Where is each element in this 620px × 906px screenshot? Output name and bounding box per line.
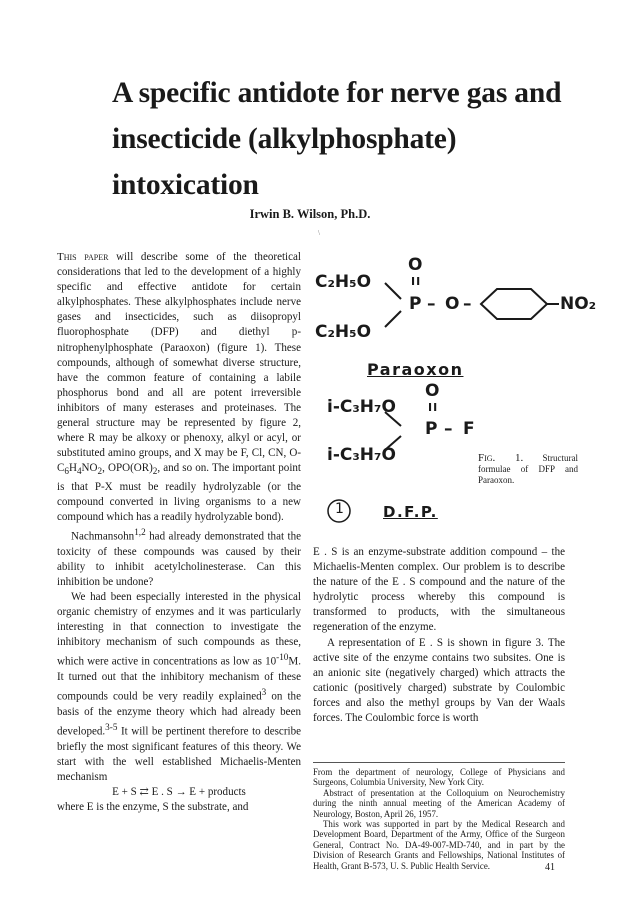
right-paragraph-2: A representation of E . S is shown in figure 3. The active site of the enzyme contains two subsites. One is an anionic site (negatively charged) which attracts the cationic (positively charged) substrate by Coulombic forces and also the methyl groups by Van der Waals forces. The Coulombic force is worth [313, 636, 565, 725]
subscript: 6 [64, 466, 69, 477]
right-paragraph-1: E . S is an enzyme-substrate addition compound – the Michaelis-Menten complex. Our problem is to describe the nature of the E . S compound and the nature of the hydrolytic process whereby this compound is transformed to products, with the simultaneous regeneration of the enzyme. [313, 546, 565, 634]
right-column [313, 545, 565, 726]
paraoxon-ethoxy-bottom: C₂H₅O [315, 322, 372, 342]
left-paragraph-2 [57, 525, 301, 590]
article-title [112, 70, 592, 208]
text-run: will describe some of the theoretical considerations that led to the development of a highly specific and effective antidote for certain alkylphosphates. These alkylphosphates include nerve gases and insecticides, such as diisopropyl fluorophosphate (DFP) and diethyl p-nitrophenylphosphate (Paraoxon) (figure 1). These compounds, although of somewhat diverse structure, have the common feature of containing a labile phosphorus bond and all are potent irreversible inhibitors of many esterases and proteinases. The general structure may be represented by figure 2, where R may be alkoxy or phenoxy, alkyl or acyl, or substituted amino groups, and X may be F, Cl, CN, O-C [57, 251, 301, 475]
author-byline: Irwin B. Wilson, Ph.D. [249, 207, 371, 221]
text-run: Nachmansohn [71, 530, 135, 543]
paraoxon-o-top: O [408, 255, 423, 275]
dfp-o-top: O [425, 381, 440, 401]
reference-superscript: 3-5 [105, 722, 118, 733]
page-number: 41 [545, 862, 555, 873]
reference-superscript: 1,2 [134, 526, 146, 537]
dfp-fluorine: F [463, 419, 475, 439]
title-line-1: A specific antidote for nerve gas and [112, 77, 562, 109]
michaelis-menten-equation: E + S ⇄ E . S → E + products [112, 786, 246, 799]
benzene-ring-icon [481, 289, 547, 319]
paraoxon-dash-1: – [427, 294, 436, 314]
nitro-group: NO₂ [560, 294, 597, 314]
footnote-abstract: Abstract of presentation at the Colloquium on Neurochemistry during the ninth annual meeting of the American Academy of Neurology, Boston, April 26, 1957. [313, 787, 565, 819]
left-paragraph-1 [57, 250, 301, 525]
left-paragraph-3 [57, 590, 301, 785]
paraoxon-label: Paraoxon [367, 360, 464, 379]
figure-1-structures [305, 245, 595, 545]
paraoxon-o-link: O [445, 294, 460, 314]
dfp-dash: – [444, 419, 453, 439]
caption-text: Structural formulae of DFP and Paraoxon. [478, 453, 578, 485]
left-column [57, 250, 301, 815]
dfp-double-bond: II [428, 401, 439, 414]
left-paragraph-4: where E is the enzyme, S the substrate, and [57, 801, 249, 814]
text-run: We had been especially interested in the physical organic chemistry of enzymes and it was particularly interesting in that connection to investigate the inhibitory mechanism of such compounds as these, which were active in concentrations as low as 10 [57, 590, 301, 668]
paraoxon-ethoxy-top: C₂H₅O [315, 272, 372, 292]
text-run: had already demonstrated that the toxicity of these compounds was caused by their ability to inhibit acetylcholinesterase. Can this inhibition be undone? [57, 530, 301, 588]
title-line-2: insecticide (alkylphosphate) [112, 123, 457, 155]
paraoxon-bond-upper [385, 283, 401, 299]
paraoxon-bond-lower [385, 311, 401, 327]
caption-lead: Fig. 1. [478, 452, 524, 464]
paraoxon-double-bond: II [411, 275, 422, 288]
text-run: M. It turned out that the inhibitory mechanism of these compounds could be very readily explained [57, 655, 301, 703]
subscript: 2 [97, 466, 103, 477]
dfp-isopropoxy-top: i-C₃H₇O [327, 397, 396, 417]
text-run: H [68, 462, 77, 475]
subscript: 4 [76, 466, 82, 477]
lead-in: This paper [57, 251, 109, 263]
reference-superscript: 3 [261, 687, 267, 698]
footnote-block [313, 762, 565, 871]
paraoxon-dash-2: – [463, 294, 472, 314]
title-line-3: intoxication [112, 169, 259, 201]
figure-number: 1 [335, 501, 344, 517]
footnote-support: This work was supported in part by the Medical Research and Development Board, Department of the Army, Office of the Surgeon General, Contract No. DA-49-007-MD-740, and in part by the Division of Research Grants and Fellowships, National Institutes of Health, Grant B-573, U. S. Public Health Service. [313, 819, 565, 871]
subscript: 2 [152, 466, 158, 477]
dfp-phosphorus: P [425, 419, 438, 439]
text-run: It will be pertinent therefore to describe briefly the most significant features of this theory. We start with the well established Michaelis-Menten mechanism [57, 725, 301, 783]
bond-lines [305, 245, 595, 545]
figure-caption [478, 453, 578, 486]
superscript: -10 [276, 652, 289, 663]
text-run: , OPO(OR) [102, 462, 153, 475]
stray-mark: \ [318, 229, 320, 237]
dfp-label: D.F.P. [383, 503, 438, 521]
text-run: , and so on. The important point is that P-X must be readily hydrolyzable (or the compound converted in living organisms to a new compound which has a readily hydrolyzable bond). [57, 462, 301, 523]
dfp-isopropoxy-bottom: i-C₃H₇O [327, 445, 396, 465]
text-run: on the basis of the enzyme theory which had already been developed. [57, 690, 301, 738]
footnote-affiliation: From the department of neurology, College of Physicians and Surgeons, Columbia University, New York City. [313, 767, 565, 788]
paraoxon-phosphorus: P [409, 294, 422, 314]
text-run: NO [81, 462, 98, 475]
